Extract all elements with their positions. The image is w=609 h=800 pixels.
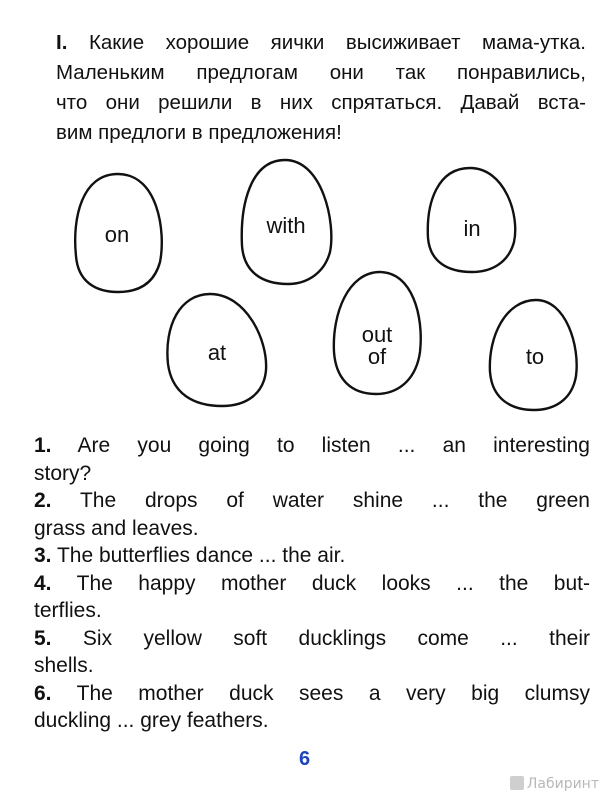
- sentence-2: [34, 487, 590, 542]
- intro-text: [56, 28, 586, 148]
- watermark-text: Лабиринт: [526, 776, 599, 792]
- egg-word-to: to: [525, 344, 545, 369]
- page-number: 6: [298, 748, 311, 770]
- sentence-number: 6.: [34, 681, 52, 705]
- sentence-text-cont: grass and leaves.: [34, 516, 199, 540]
- sentence-number: 3.: [34, 544, 52, 567]
- sentence-number: 1.: [34, 434, 52, 457]
- egg-word-out: out: [361, 322, 393, 347]
- sentence-text: The butterflies dance ... the air.: [56, 544, 346, 567]
- sentence-text: The drops of water shine ... the green: [79, 489, 590, 512]
- eggs-illustration: [0, 150, 609, 420]
- sentence-1: [34, 432, 590, 487]
- sentence-text: Six yellow soft ducklings come ... their: [82, 626, 590, 650]
- sentence-6: [34, 680, 590, 735]
- sentence-text: Are you going to listen ... an interesting: [77, 434, 590, 457]
- sentence-text-cont: duckling ... grey feathers.: [34, 709, 269, 732]
- sentence-number: 2.: [34, 489, 52, 512]
- sentence-list: [34, 432, 590, 735]
- egg-out-of: [334, 272, 421, 394]
- intro-line-1: I. Какие хорошие яички высиживает мама-утка.: [56, 31, 586, 54]
- sentence-text-cont: story?: [34, 461, 92, 485]
- sentence-text-cont: terflies.: [34, 599, 102, 622]
- egg-to: [490, 300, 577, 410]
- egg-at: [167, 294, 266, 406]
- egg-word-in: in: [463, 216, 481, 241]
- sentence-number: 5.: [34, 626, 52, 650]
- egg-word-of: of: [367, 344, 387, 369]
- egg-word-on: on: [104, 222, 130, 247]
- watermark: [510, 776, 599, 792]
- intro-line-2: Маленьким предлогам они так понравились,: [56, 61, 586, 84]
- labirint-logo-icon: [510, 776, 524, 790]
- sentence-text-cont: shells.: [34, 654, 94, 677]
- egg-on: [75, 174, 162, 292]
- sentence-text: The happy mother duck looks ... the but-: [76, 571, 590, 595]
- egg-with: [242, 160, 332, 284]
- sentence-4: [34, 570, 590, 625]
- sentence-3: [34, 542, 590, 570]
- sentence-text: The mother duck sees a very big clumsy: [76, 681, 590, 705]
- egg-word-at: at: [207, 340, 227, 365]
- intro-line-3: что они решили в них спрятаться. Давай вста-: [56, 91, 586, 114]
- egg-in: [428, 168, 515, 272]
- intro-line-4: вим предлоги в предложения!: [56, 121, 342, 144]
- sentence-5: [34, 625, 590, 680]
- exercise-number: I.: [56, 31, 68, 54]
- egg-word-with: with: [266, 213, 306, 238]
- sentence-number: 4.: [34, 571, 52, 595]
